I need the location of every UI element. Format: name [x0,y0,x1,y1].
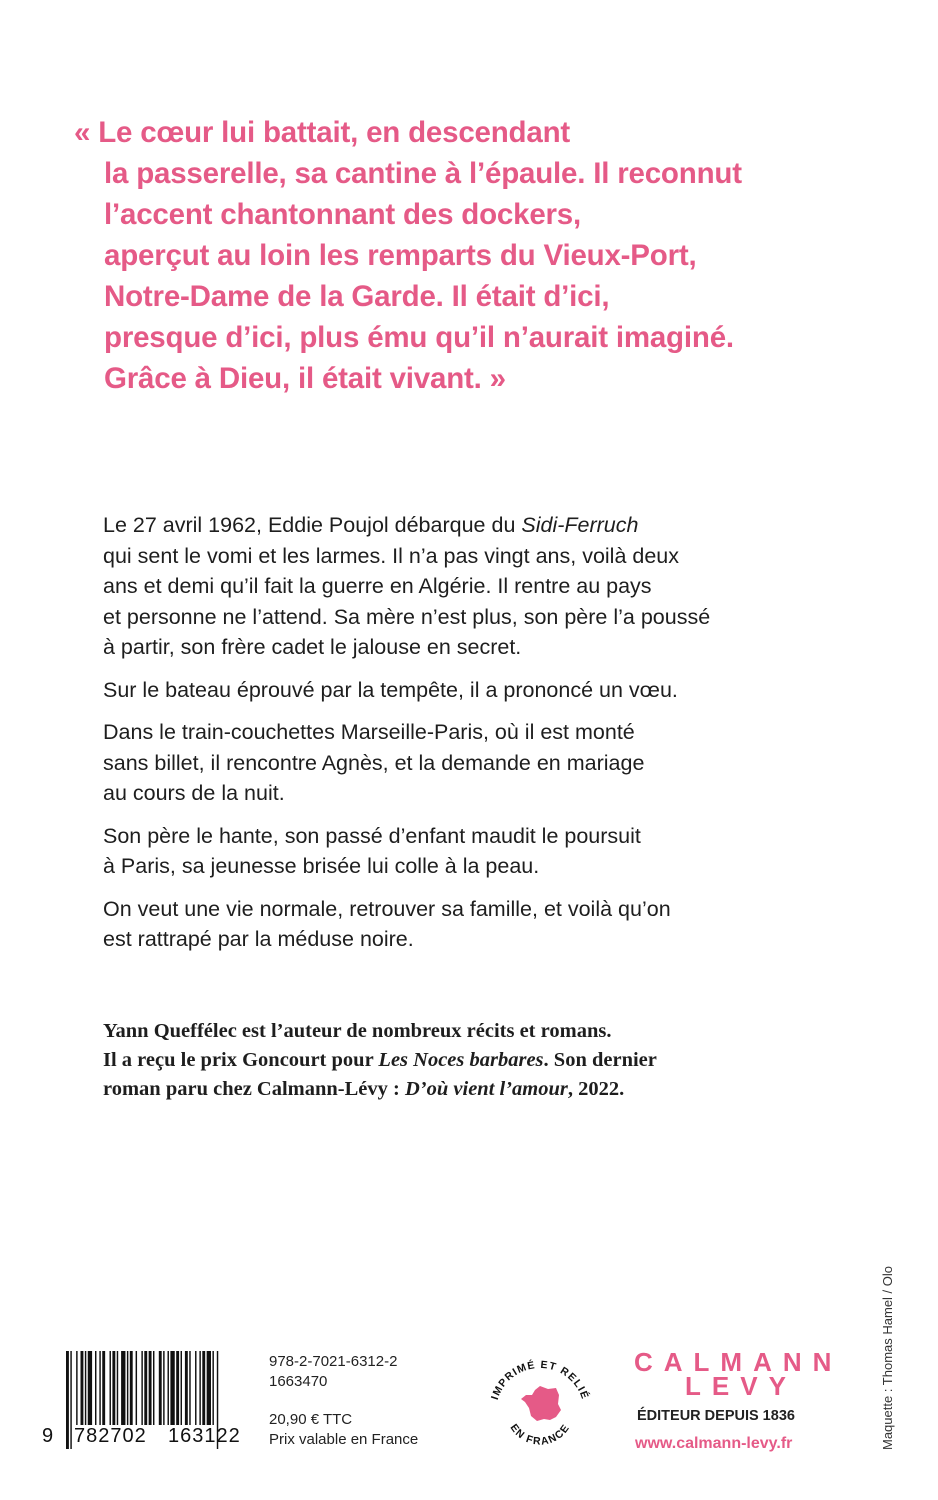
barcode-bar [117,1351,118,1425]
bio-text: . Son dernier [543,1049,657,1071]
book-blurb [103,510,803,967]
barcode-bar [66,1351,69,1449]
ship-name: Sidi-Ferruch [521,513,639,537]
blurb-line: et personne ne l’attend. Sa mère n’est plus, son père l’a poussé [103,604,711,629]
barcode-bar [159,1351,162,1425]
bio-line: Yann Queffélec est l’auteur de nombreux récits et romans. [103,1020,612,1042]
barcode-bar [102,1351,105,1425]
barcode-bar [110,1351,111,1425]
price-note: Prix valable en France [269,1431,419,1448]
blurb-paragraph [103,675,803,706]
barcode-bar [153,1351,154,1425]
barcode-bar [76,1351,77,1425]
design-credit: Maquette : Thomas Hamel / Olo [880,1265,895,1450]
barcode-digits-left: 782702 [74,1425,147,1447]
blurb-line: Son père le hante, son passé d’enfant maudit le poursuit [103,823,641,848]
quote-line: la passerelle, sa cantine à l’épaule. Il reconnut [104,157,742,190]
france-map-icon [521,1386,561,1421]
quote-line: presque d’ici, plus ému qu’il n’aurait imaginé. [104,321,734,354]
quote-line: aperçut au loin les remparts du Vieux-Port, [104,239,697,272]
price-info [269,1352,418,1450]
barcode-bar [207,1351,211,1425]
barcode-bar [163,1351,164,1425]
blurb-paragraph [103,510,803,663]
barcode-bar [185,1351,188,1425]
pull-quote [74,112,834,399]
barcode-bar [176,1351,179,1425]
book-title: D’où vient l’amour [405,1078,568,1100]
publisher-name-2: LEVY [685,1371,797,1401]
publisher-url[interactable]: www.calmann-levy.fr [635,1435,793,1452]
isbn: 978-2-7021-6312-2 [269,1353,398,1370]
quote-line: Grâce à Dieu, il était vivant. » [104,362,506,395]
barcode-bar [181,1351,182,1425]
blurb-line: qui sent le vomi et les larmes. Il n’a pas vingt ans, voilà deux [103,543,680,568]
barcode-bar [149,1351,152,1425]
bio-line [103,1075,823,1104]
seal-top-text: IMPRIMÉ ET RELIÉ [488,1358,592,1402]
blurb-line: ans et demi qu’il fait la guerre en Algérie. Il rentre au pays [103,574,652,598]
blurb-line [103,510,803,541]
publisher-name-1: CALMANN [634,1347,843,1377]
barcode-bar [95,1351,96,1425]
barcode-bar [81,1351,84,1425]
blurb-paragraph [103,894,803,955]
blurb-line: à Paris, sa jeunesse brisée lui colle à la peau. [103,854,540,878]
quote-line: l’accent chantonnant des dockers, [104,198,582,231]
barcode-digit: 9 [42,1425,55,1447]
barcode-bar [141,1351,142,1425]
bio-text: roman paru chez Calmann-Lévy : [103,1078,405,1100]
blurb-text: Le 27 avril 1962, Eddie Poujol débarque du [103,513,522,537]
blurb-line: Dans le train-couchettes Marseille-Paris, où il est monté [103,720,635,744]
barcode-bar [88,1351,92,1425]
blurb-paragraph [103,717,803,809]
barcode-bar [85,1351,86,1425]
quote-line: « Le cœur lui battait, en descendant [74,116,571,149]
barcode-bar [70,1351,71,1449]
product-code: 1663470 [269,1373,328,1390]
barcode-bar [170,1351,174,1425]
author-bio [103,1017,823,1104]
barcode-bar [199,1351,200,1425]
barcode-bar [212,1351,213,1425]
bio-line [103,1046,823,1075]
barcode-bar [130,1351,133,1425]
barcode-bar [202,1351,205,1425]
barcode-bar [127,1351,128,1425]
book-title: Les Noces barbares [378,1049,544,1071]
seal-bottom-text: EN FRANCE [507,1421,573,1448]
barcode-bar [195,1351,196,1425]
spacer [269,1392,418,1410]
bio-text: , 2022. [567,1078,625,1100]
blurb-line: On veut une vie normale, retrouver sa famille, et voilà qu’on [103,896,671,921]
blurb-paragraph [103,821,803,882]
made-in-france-seal [474,1350,604,1450]
barcode-digits-right: 163122 [168,1425,241,1447]
barcode-bar [99,1351,100,1425]
publisher-logo [634,1347,843,1453]
barcode-bar [112,1351,115,1425]
bio-text: Il a reçu le prix Goncourt pour [103,1049,379,1071]
blurb-line: à partir, son frère cadet le jalouse en secret. [103,635,522,659]
barcode-bar [189,1351,190,1425]
barcode-bar [144,1351,147,1425]
price: 20,90 € TTC [269,1411,353,1428]
publisher-tagline: ÉDITEUR DEPUIS 1836 [637,1408,795,1424]
barcode-bar [136,1351,137,1425]
barcode-bar [121,1351,125,1425]
barcode-bar [168,1351,169,1425]
quote-line: Notre-Dame de la Garde. Il était d’ici, [104,280,610,313]
blurb-line: sans billet, il rencontre Agnès, et la demande en mariage [103,750,645,775]
blurb-line: au cours de la nuit. [103,781,285,805]
blurb-line: est rattrapé par la méduse noire. [103,927,414,951]
blurb-line: Sur le bateau éprouvé par la tempête, il a prononcé un vœu. [103,677,678,702]
